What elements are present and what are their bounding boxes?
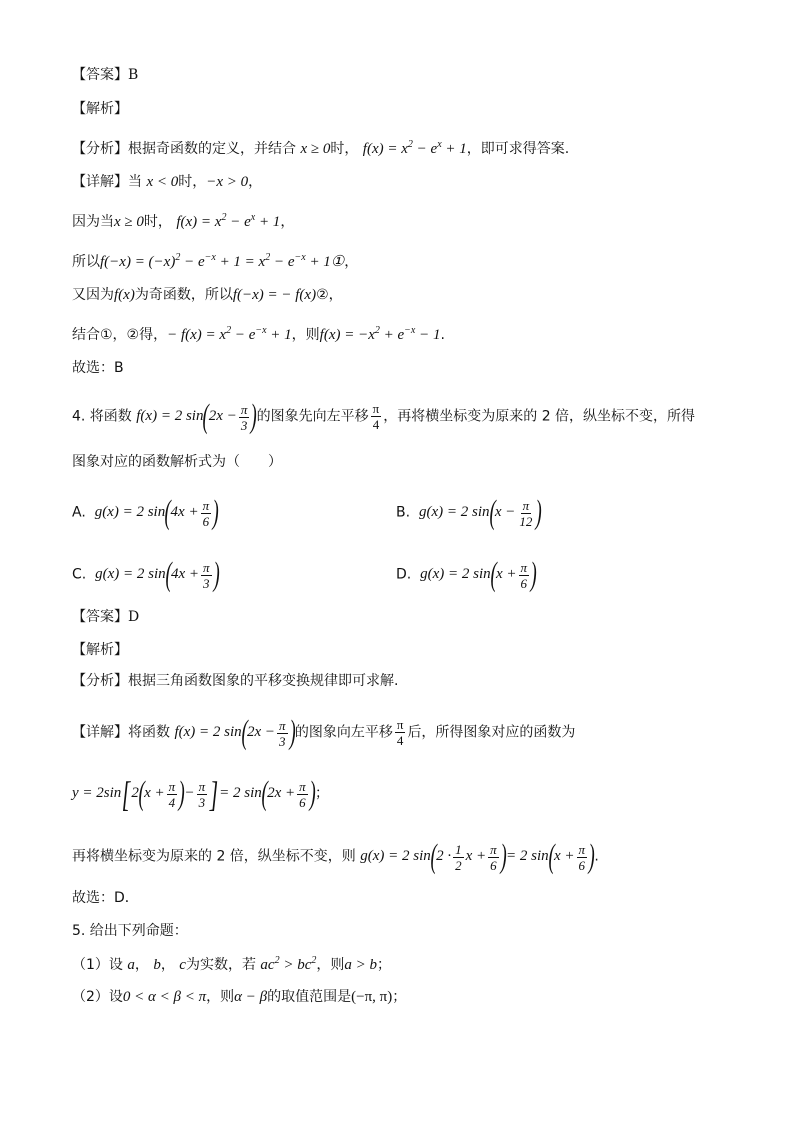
q4-xiangjie-line2: [72, 776, 329, 812]
q5-p2-text-a: （2）设: [72, 989, 123, 1005]
q3-xiangjie-line2: [72, 207, 294, 233]
q3-l1-text-a: 当: [128, 174, 142, 190]
q5-p1-comma2: ，: [160, 957, 175, 973]
q4-option-b[interactable]: [396, 496, 542, 530]
q4-answer: D: [128, 609, 140, 625]
option-b-expr: g(x) = 2 sin(x − $\frac{\pi}{12}$ ): [418, 494, 543, 531]
q5-p1-b: b: [153, 957, 161, 973]
q3-xiangjie-line1: [72, 171, 262, 193]
q4-xj-text-b: 的图象向左平移: [294, 724, 393, 741]
q4-stem-line1: 4. 将函数 f(x) = 2 sin(2x − $\frac{\pi}{3}$ )的图象先向左平移 $\frac{\pi}{4}$ ，再将横坐标变为原来的 2 倍，纵坐标不变，所得: [72, 398, 696, 435]
q4-xj-line3-text: 再将横坐标变为原来的 2 倍，纵坐标不变，则: [72, 848, 356, 865]
q3-answer: B: [128, 67, 139, 83]
q4-xiangjie-line3: [72, 840, 599, 874]
q5-p1-concl: a > b: [344, 957, 377, 973]
q5-p2-range: (−π, π): [351, 989, 393, 1005]
q5-p1-ineq: $ac^2 > bc^2$: [260, 955, 317, 973]
q3-choice: [72, 357, 124, 379]
q5-p2-cond: 0 < α < β < π: [122, 989, 207, 1005]
answer-tag: 【答案】: [72, 67, 128, 83]
q4-analysis-tag: [72, 639, 128, 661]
q3-l1-cond: x < 0: [146, 174, 179, 190]
fenxi-tag: 【分析】: [72, 141, 128, 157]
q3-answer-line: [72, 64, 138, 86]
q3-l4-text-e: ②，: [316, 287, 343, 303]
q4-stem-line2: [72, 451, 282, 473]
q5-proposition-1: [72, 950, 391, 976]
q3-l5-text-e: ，则: [291, 327, 320, 343]
q3-l5-expr2: $f(x) = -x^2 + e^{-x} - 1$: [319, 325, 441, 343]
q4-option-a[interactable]: [72, 496, 218, 530]
q4-answer-line: [72, 606, 139, 628]
q3-l2-text-a: 因为当: [72, 214, 114, 230]
q3-l5-period: .: [440, 327, 445, 343]
q3-l4-text-c: 为奇函数，所以: [134, 287, 233, 303]
option-d-expr: g(x) = 2 sin(x + $\frac{\pi}{6}$ ): [420, 556, 537, 593]
q4-period: .: [594, 848, 599, 865]
q4-choice-text: 故选：D．: [72, 890, 139, 906]
q5-p1-text-a: （1）设: [72, 957, 123, 973]
analysis-tag: 【解析】: [72, 642, 128, 658]
q3-l3-comma: ，: [344, 254, 359, 270]
q3-l5-expr1: − $f(x) = x^2 - e^{-x} + 1$: [167, 325, 292, 343]
q3-l2-comma: ，: [280, 214, 295, 230]
option-a-expr: g(x) = 2 sin(4x + $\frac{\pi}{6}$ ): [94, 494, 219, 531]
option-d-label: D.: [396, 566, 412, 583]
q4-xj-func: f(x) = 2 sin(2x − $\frac{\pi}{3}$ ): [174, 714, 296, 751]
q3-l2-text-c: 时，: [143, 214, 172, 230]
q3-analysis-tag: [72, 98, 128, 120]
q4-stem-func: f(x) = 2 sin(2x − $\frac{\pi}{3}$ ): [136, 398, 258, 435]
q4-semicolon: ；: [315, 785, 330, 802]
q4-stem-end: ，再将横坐标变为原来的 2 倍，纵坐标不变，所得: [383, 408, 696, 425]
q3-l2-cond: x ≥ 0: [114, 214, 144, 230]
q3-fenxi-end: ，即可求得答案.: [466, 141, 570, 157]
q3-l1-comma: ，: [248, 174, 263, 190]
q5-p2-text-e: 的取值范围是: [267, 989, 352, 1005]
q5-p1-a: a: [127, 957, 135, 973]
q3-xiangjie-line5: [72, 320, 445, 346]
q4-option-c[interactable]: [72, 558, 219, 592]
q3-l5-text-a: 结合①，②得，: [72, 327, 168, 343]
q5-proposition-2: [72, 986, 406, 1008]
q4-xj-g-expr: g(x) = 2 sin(2 · $\frac{1}{2}$ x + $\frac{\pi}{6}$ )= 2 sin(x + $\frac{\pi}{6}$ ): [360, 838, 595, 875]
option-b-label: B.: [396, 504, 411, 521]
q3-l1-neg: −x > 0: [206, 174, 249, 190]
q5-p1-semicolon: ；: [376, 957, 391, 973]
q3-l3-text-a: 所以: [72, 254, 100, 270]
option-c-label: C.: [72, 566, 87, 583]
q3-choice-text: 故选：B: [72, 360, 124, 376]
q5-p1-text-g: 为实数，若: [185, 957, 256, 973]
analysis-tag: 【解析】: [72, 101, 128, 117]
q3-fenxi-line: [72, 134, 569, 160]
q4-fenxi-text: 根据三角函数图象的平移变换规律即可求解.: [128, 673, 399, 689]
q5-p1-text-j: ，则: [316, 957, 345, 973]
q3-l1-text-c: 时，: [178, 174, 207, 190]
q4-xj-text-c: 后，所得图象对应的函数为: [407, 724, 576, 741]
q5-stem: [72, 920, 188, 942]
q4-option-d[interactable]: [396, 558, 536, 592]
q3-xiangjie-line3: [72, 247, 358, 273]
q5-p1-c: c: [179, 957, 186, 973]
q3-fenxi-cond: x ≥ 0: [300, 141, 331, 157]
fenxi-tag: 【分析】: [72, 673, 128, 689]
q3-l4-fx: f(x): [114, 287, 135, 303]
q4-choice: [72, 887, 139, 909]
q4-number: 4. 将函数: [72, 408, 132, 425]
q4-fenxi-line: [72, 670, 398, 692]
q3-fenxi-func: $f(x) = x^2 - e^x + 1$: [362, 139, 467, 157]
q3-fenxi-text: 根据奇函数的定义，并结合: [128, 141, 296, 157]
q4-xj-text-a: 将函数: [128, 724, 170, 741]
q3-l4-odd: f(−x) = − f(x): [232, 287, 317, 303]
q3-fenxi-mid: 时，: [330, 141, 359, 157]
q3-l4-text-a: 又因为: [72, 287, 114, 303]
q4-stem-mid: 的图象先向左平移: [256, 408, 369, 425]
q4-xiangjie-line1: 【详解】将函数 f(x) = 2 sin(2x − $\frac{\pi}{3}$ )的图象向左平移 $\frac{\pi}{4}$ 后，所得图象对应的函数为: [72, 714, 576, 751]
q3-l2-func: $f(x) = x^2 - e^x + 1$: [176, 212, 281, 230]
q5-p1-comma1: ，: [134, 957, 149, 973]
answer-tag: 【答案】: [72, 609, 128, 625]
q3-xiangjie-line4: [72, 284, 343, 306]
q5-p2-diff: α − β: [234, 989, 268, 1005]
xiangjie-tag: 【详解】: [72, 724, 128, 741]
q4-xj-y-expr: y = 2sin[2(x + $\frac{\pi}{4}$ )− $\frac{\pi}{3}$ ]= 2 sin(2x + $\frac{\pi}{6}$ ): [72, 774, 316, 814]
option-c-expr: g(x) = 2 sin(4x + $\frac{\pi}{3}$ ): [95, 556, 220, 593]
q5-number: 5. 给出下列命题：: [72, 923, 188, 939]
q5-p2-semicolon: ；: [392, 989, 407, 1005]
q5-p2-text-c: ，则: [206, 989, 235, 1005]
q3-l3-expr: $f(-x) = (-x)^2 - e^{-x} + 1 = x^2 - e^{-x}$ + 1①: [100, 252, 345, 270]
xiangjie-tag: 【详解】: [72, 174, 128, 190]
q4-stem-text2: 图象对应的函数解析式为（ ）: [72, 454, 282, 470]
option-a-label: A.: [72, 504, 86, 521]
